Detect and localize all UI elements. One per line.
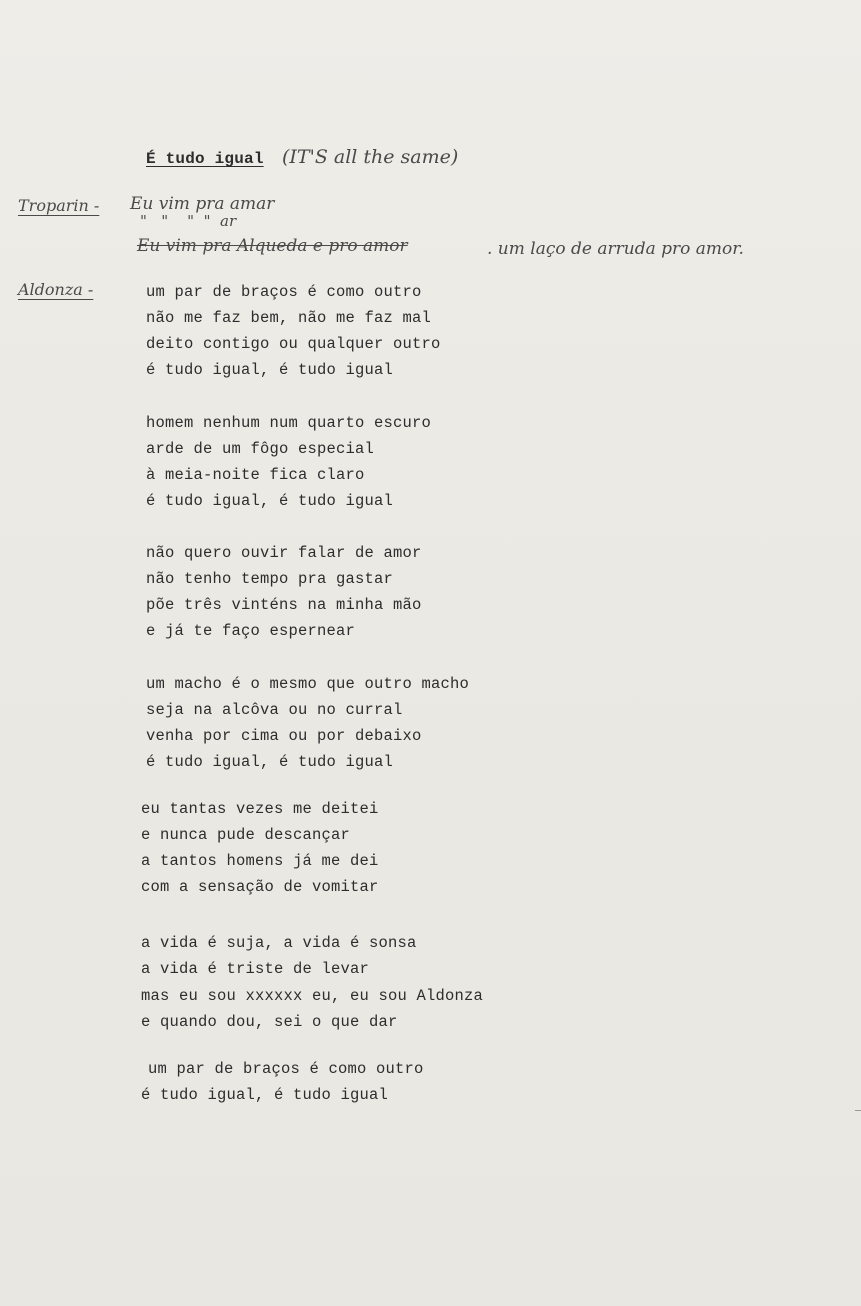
verse-line: é tudo igual, é tudo igual <box>146 753 394 771</box>
handwritten-line: . um laço de arruda pro amor. <box>487 239 744 259</box>
verse-line: um par de braços é como outro <box>146 283 422 301</box>
verse-line: é tudo igual, é tudo igual <box>146 361 394 379</box>
song-title: É tudo igual <box>146 150 264 168</box>
verse-line: não quero ouvir falar de amor <box>146 544 422 562</box>
handwritten-line: " " " " ar <box>140 212 237 230</box>
page-edge-mark <box>855 1110 861 1111</box>
handwritten-struck-line: Eu vim pra Alqueda e pro amor <box>137 236 408 256</box>
verse-line: à meia-noite fica claro <box>146 466 365 484</box>
verse-line: e nunca pude descançar <box>141 826 351 844</box>
verse-line: deito contigo ou qualquer outro <box>146 335 441 353</box>
verse-line: e quando dou, sei o que dar <box>141 1013 398 1031</box>
verse-line: arde de um fôgo especial <box>146 440 375 458</box>
verse-line: a vida é triste de levar <box>141 960 370 978</box>
verse-line: com a sensação de vomitar <box>141 878 379 896</box>
margin-label-aldonza: Aldonza - <box>18 280 94 299</box>
handwritten-line: Eu vim pra amar <box>130 194 275 214</box>
margin-label-troparin: Troparin - <box>18 196 100 215</box>
title-handwritten-note: (IT'S all the same) <box>282 146 459 168</box>
verse-line: um par de braços é como outro <box>148 1060 424 1078</box>
verse-line: e já te faço espernear <box>146 622 356 640</box>
verse-line: não tenho tempo pra gastar <box>146 570 394 588</box>
verse-line: não me faz bem, não me faz mal <box>146 309 432 327</box>
verse-line-with-xout: mas eu sou xxxxxx eu, eu sou Aldonza <box>141 987 484 1005</box>
verse-line: a vida é suja, a vida é sonsa <box>141 934 417 952</box>
verse-line: seja na alcôva ou no curral <box>146 701 403 719</box>
verse-line: venha por cima ou por debaixo <box>146 727 422 745</box>
verse-line: homem nenhum num quarto escuro <box>146 414 432 432</box>
verse-line: põe três vinténs na minha mão <box>146 596 422 614</box>
verse-line: é tudo igual, é tudo igual <box>146 492 394 510</box>
verse-line: eu tantas vezes me deitei <box>141 800 379 818</box>
verse-line: é tudo igual, é tudo igual <box>141 1086 389 1104</box>
verse-line: a tantos homens já me dei <box>141 852 379 870</box>
verse-line: um macho é o mesmo que outro macho <box>146 675 470 693</box>
